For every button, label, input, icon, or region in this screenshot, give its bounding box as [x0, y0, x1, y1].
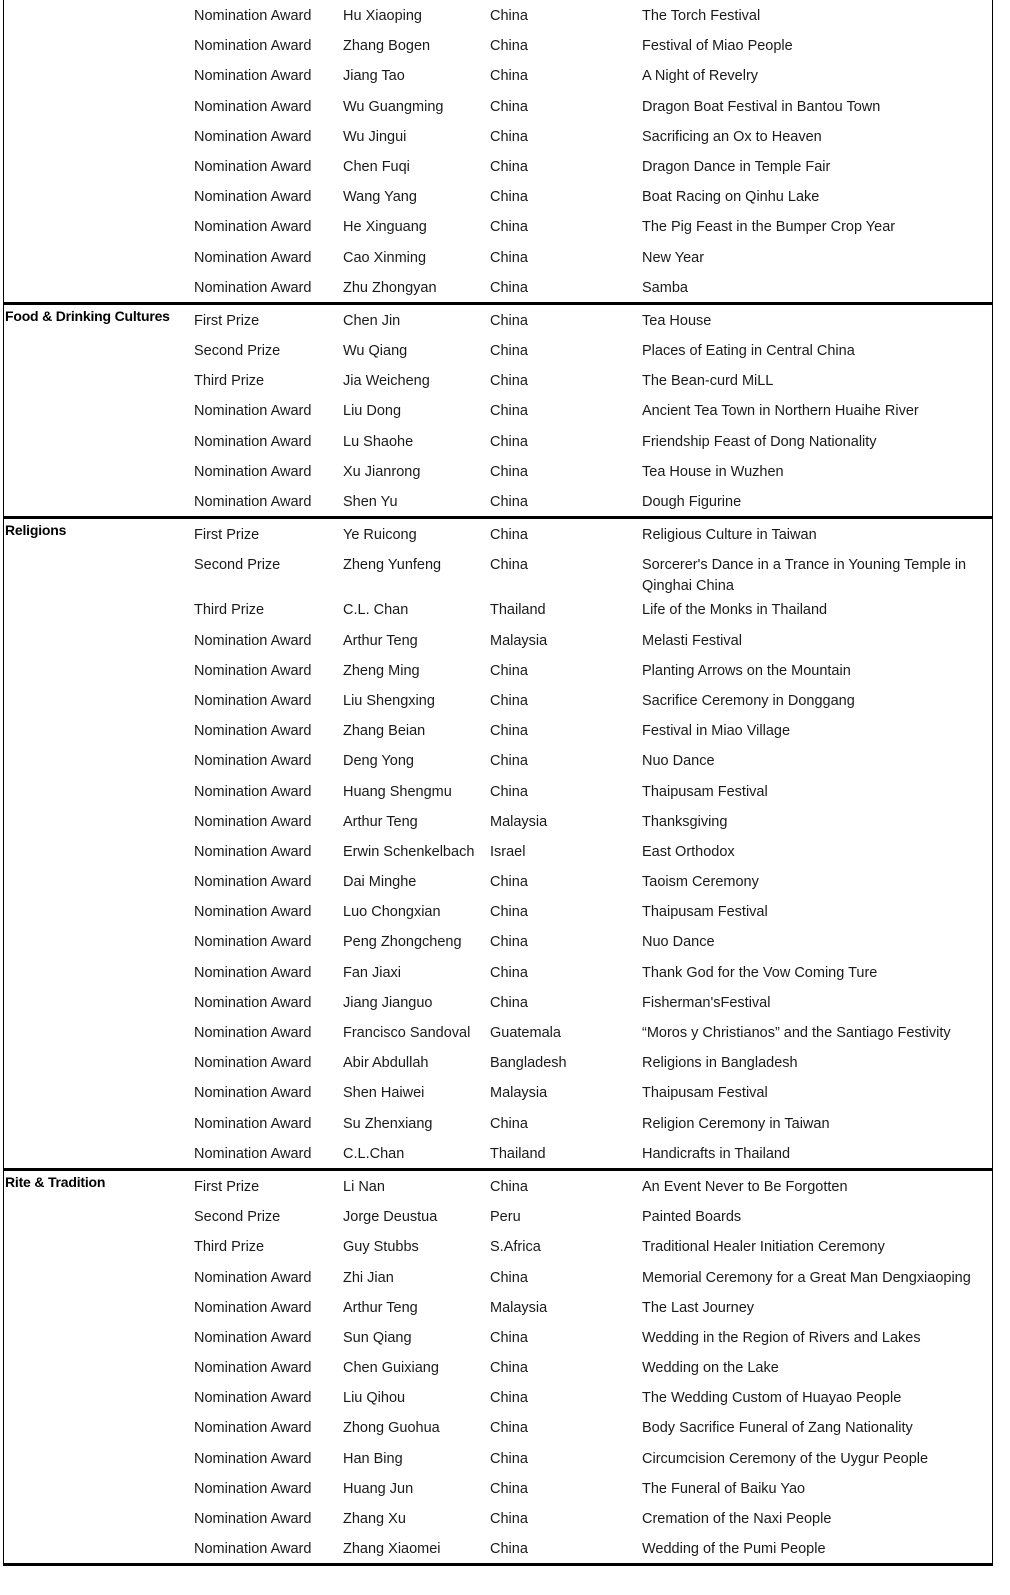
work-title-cell: Melasti Festival	[642, 632, 742, 649]
country-cell: China	[490, 189, 528, 206]
work-title-cell: Planting Arrows on the Mountain	[642, 662, 851, 679]
country-cell: China	[490, 373, 528, 390]
table-row	[4, 866, 992, 896]
country-cell: China	[490, 1450, 528, 1467]
table-row	[4, 836, 992, 866]
photographer-name-cell: Arthur Teng	[343, 632, 418, 649]
award-cell: Nomination Award	[194, 1025, 312, 1041]
table-row	[4, 30, 992, 60]
work-title-cell: Sacrifice Ceremony in Donggang	[642, 692, 855, 709]
photographer-name-cell: Peng Zhongcheng	[343, 934, 462, 951]
category-label: Religions	[5, 522, 67, 539]
award-cell: Second Prize	[194, 557, 281, 574]
photographer-name-cell: Chen Guixiang	[343, 1360, 439, 1377]
award-cell: Nomination Award	[194, 494, 312, 510]
table-row	[4, 776, 992, 806]
country-cell: China	[490, 964, 528, 981]
table-row	[4, 806, 992, 836]
country-cell: China	[490, 662, 528, 679]
photographer-name-cell: Sun Qiang	[343, 1329, 412, 1346]
country-cell: Malaysia	[490, 813, 548, 830]
work-title-cell: The Wedding Custom of Huayao People	[642, 1390, 902, 1407]
table-row	[4, 519, 992, 549]
work-title-cell: Religions in Bangladesh	[642, 1055, 798, 1072]
work-title-cell: East Orthodox	[642, 843, 735, 860]
work-title-cell: Nuo Dance	[642, 934, 715, 951]
photographer-name-cell: Huang Shengmu	[343, 783, 452, 800]
country-cell: China	[490, 934, 528, 951]
country-cell: China	[490, 38, 528, 55]
country-cell: China	[490, 249, 528, 266]
photographer-name-cell: Zhang Beian	[343, 723, 426, 740]
photographer-name-cell: Chen Fuqi	[343, 158, 410, 175]
country-cell: China	[490, 463, 528, 480]
work-title-cell: Wedding on the Lake	[642, 1360, 779, 1377]
photographer-name-cell: Chen Jin	[343, 312, 401, 329]
award-cell: Nomination Award	[194, 783, 312, 800]
table-row	[4, 211, 992, 241]
country-cell: China	[490, 98, 528, 115]
photographer-name-cell: Francisco Sandoval	[343, 1025, 471, 1041]
country-cell: China	[490, 1178, 528, 1195]
work-title-cell: Places of Eating in Central China	[642, 343, 855, 360]
award-cell: Nomination Award	[194, 433, 312, 450]
table-row	[4, 1077, 992, 1107]
table-row	[4, 594, 992, 624]
photographer-name-cell: C.L. Chan	[343, 602, 409, 619]
country-cell: China	[490, 343, 528, 360]
category-section	[4, 516, 992, 1168]
award-cell: Nomination Award	[194, 1450, 312, 1467]
photographer-name-cell: Arthur Teng	[343, 813, 418, 830]
work-title-cell: Nuo Dance	[642, 753, 715, 770]
award-cell: Nomination Award	[194, 1420, 312, 1437]
table-row	[4, 1138, 992, 1168]
award-cell: Nomination Award	[194, 98, 312, 115]
table-row	[4, 926, 992, 956]
photographer-name-cell: Zheng Ming	[343, 662, 420, 679]
work-title-cell: Wedding in the Region of Rivers and Lakes	[642, 1329, 921, 1346]
work-title-cell: Handicrafts in Thailand	[642, 1145, 791, 1162]
award-cell: Nomination Award	[194, 934, 312, 951]
award-cell: Nomination Award	[194, 753, 312, 770]
award-cell: Second Prize	[194, 343, 281, 360]
photographer-name-cell: Li Nan	[343, 1178, 385, 1195]
table-row	[4, 1503, 992, 1533]
work-title-cell: The Pig Feast in the Bumper Crop Year	[642, 219, 896, 236]
work-title-cell: Fisherman'sFestival	[642, 994, 771, 1011]
photographer-name-cell: Zhang Bogen	[343, 38, 431, 55]
award-cell: Nomination Award	[194, 964, 312, 981]
award-cell: First Prize	[194, 1178, 260, 1195]
country-cell: China	[490, 874, 528, 891]
work-title-cell: Friendship Feast of Dong Nationality	[642, 433, 877, 450]
award-cell: Nomination Award	[194, 1511, 312, 1527]
photographer-name-cell: Ye Ruicong	[343, 527, 417, 544]
photographer-name-cell: Abir Abdullah	[343, 1055, 429, 1072]
award-cell: Nomination Award	[194, 994, 312, 1011]
work-title-cell: Religious Culture in Taiwan	[642, 527, 817, 544]
award-cell: Third Prize	[194, 1239, 265, 1256]
table-row	[4, 486, 992, 516]
work-title-cell: Dough Figurine	[642, 494, 742, 510]
photographer-name-cell: Arthur Teng	[343, 1299, 418, 1316]
work-title-cell: The Funeral of Baiku Yao	[642, 1480, 806, 1497]
country-cell: Guatemala	[490, 1025, 561, 1041]
photographer-name-cell: Wu Jingui	[343, 128, 407, 145]
photographer-name-cell: Lu Shaohe	[343, 433, 414, 450]
award-cell: First Prize	[194, 312, 260, 329]
work-title-cell: Samba	[642, 279, 688, 296]
photographer-name-cell: Zhong Guohua	[343, 1420, 440, 1437]
award-cell: Third Prize	[194, 373, 265, 390]
table-row	[4, 1231, 992, 1261]
award-cell: Nomination Award	[194, 463, 312, 480]
award-cell: Nomination Award	[194, 128, 312, 145]
country-cell: China	[490, 158, 528, 175]
work-title-cell: Traditional Healer Initiation Ceremony	[642, 1239, 885, 1256]
award-cell: Nomination Award	[194, 68, 312, 85]
award-cell: Third Prize	[194, 602, 265, 619]
table-row	[4, 957, 992, 987]
country-cell: China	[490, 494, 528, 510]
award-cell: First Prize	[194, 527, 260, 544]
work-title-cell: Painted Boards	[642, 1209, 742, 1226]
country-cell: China	[490, 219, 528, 236]
work-title-cell: Tea House	[642, 312, 712, 329]
table-row	[4, 335, 992, 365]
table-row	[4, 1412, 992, 1442]
work-title-cell: Dragon Boat Festival in Bantou Town	[642, 98, 881, 115]
photographer-name-cell: Jorge Deustua	[343, 1209, 438, 1226]
award-cell: Nomination Award	[194, 1329, 312, 1346]
country-cell: S.Africa	[490, 1239, 541, 1256]
table-row	[4, 272, 992, 302]
country-cell: China	[490, 527, 528, 544]
award-cell: Nomination Award	[194, 158, 312, 175]
award-cell: Nomination Award	[194, 1299, 312, 1316]
work-title-cell: Cremation of the Naxi People	[642, 1511, 832, 1527]
work-title-cell: Sacrificing an Ox to Heaven	[642, 128, 822, 145]
work-title-cell: Festival of Miao People	[642, 38, 793, 55]
table-row	[4, 1322, 992, 1352]
work-title-cell: Dragon Dance in Temple Fair	[642, 158, 831, 175]
award-cell: Second Prize	[194, 1209, 281, 1226]
photographer-name-cell: He Xinguang	[343, 219, 427, 236]
country-cell: China	[490, 1115, 528, 1132]
table-row	[4, 60, 992, 90]
country-cell: Peru	[490, 1209, 521, 1226]
award-cell: Nomination Award	[194, 219, 312, 236]
country-cell: China	[490, 994, 528, 1011]
award-cell: Nomination Award	[194, 1085, 312, 1102]
country-cell: China	[490, 312, 528, 329]
country-cell: China	[490, 904, 528, 921]
work-title-cell: New Year	[642, 249, 705, 266]
award-cell: Nomination Award	[194, 38, 312, 55]
photographer-name-cell: Shen Yu	[343, 494, 398, 510]
category-label: Rite & Tradition	[5, 1173, 106, 1190]
table-row	[4, 655, 992, 685]
table-row	[4, 685, 992, 715]
award-cell: Nomination Award	[194, 723, 312, 740]
photographer-name-cell: Erwin Schenkelbach	[343, 843, 475, 860]
work-title-cell: The Bean-curd MiLL	[642, 373, 774, 390]
table-row	[4, 1352, 992, 1382]
work-title-cell: Thank God for the Vow Coming Ture	[642, 964, 878, 981]
table-row	[4, 1171, 992, 1201]
country-cell: China	[490, 68, 528, 85]
work-title-cell: “Moros y Christianos” and the Santiago Festivity	[642, 1025, 951, 1041]
award-cell: Nomination Award	[194, 632, 312, 649]
photographer-name-cell: Liu Dong	[343, 403, 402, 420]
table-row	[4, 181, 992, 211]
work-title-cell: Taoism Ceremony	[642, 874, 759, 891]
table-row	[4, 1443, 992, 1473]
work-title-cell: Thaipusam Festival	[642, 783, 768, 800]
country-cell: Israel	[490, 843, 526, 860]
work-title-cell: The Torch Festival	[642, 8, 761, 24]
work-title-cell: Life of the Monks in Thailand	[642, 602, 828, 619]
table-row	[4, 1047, 992, 1077]
photographer-name-cell: C.L.Chan	[343, 1145, 405, 1162]
table-row	[4, 1017, 992, 1047]
country-cell: China	[490, 1420, 528, 1437]
work-title-cell: Tea House in Wuzhen	[642, 463, 784, 480]
table-row	[4, 715, 992, 745]
work-title-cell: Boat Racing on Qinhu Lake	[642, 189, 820, 206]
work-title-cell: Ancient Tea Town in Northern Huaihe River	[642, 403, 919, 420]
table-row	[4, 365, 992, 395]
award-cell: Nomination Award	[194, 843, 312, 860]
award-cell: Nomination Award	[194, 813, 312, 830]
work-title-cell: Body Sacrifice Funeral of Zang Nationality	[642, 1420, 913, 1437]
award-cell: Nomination Award	[194, 279, 312, 296]
photographer-name-cell: Fan Jiaxi	[343, 964, 402, 981]
country-cell: China	[490, 403, 528, 420]
award-cell: Nomination Award	[194, 1145, 312, 1162]
photographer-name-cell: Zhang Xiaomei	[343, 1541, 441, 1558]
category-section	[4, 0, 992, 302]
table-row	[4, 1292, 992, 1322]
country-cell: China	[490, 8, 528, 24]
photographer-name-cell: Dai Minghe	[343, 874, 417, 891]
award-table	[3, 0, 993, 1566]
photographer-name-cell: Deng Yong	[343, 753, 414, 770]
photographer-name-cell: Shen Haiwei	[343, 1085, 425, 1102]
award-cell: Nomination Award	[194, 403, 312, 420]
photographer-name-cell: Jia Weicheng	[343, 373, 430, 390]
table-row	[4, 395, 992, 425]
photographer-name-cell: Wang Yang	[343, 189, 417, 206]
table-row	[4, 426, 992, 456]
table-row	[4, 1533, 992, 1563]
award-cell: Nomination Award	[194, 692, 312, 709]
award-cell: Nomination Award	[194, 1541, 312, 1558]
work-title-cell: Wedding of the Pumi People	[642, 1541, 826, 1558]
photographer-name-cell: Liu Shengxing	[343, 692, 435, 709]
table-row	[4, 1108, 992, 1138]
award-cell: Nomination Award	[194, 874, 312, 891]
award-cell: Nomination Award	[194, 1055, 312, 1072]
award-cell: Nomination Award	[194, 1115, 312, 1132]
work-title-cell: Festival in Miao Village	[642, 723, 791, 740]
table-row	[4, 1201, 992, 1231]
table-row	[4, 151, 992, 181]
table-row	[4, 1262, 992, 1292]
country-cell: Thailand	[490, 602, 546, 619]
country-cell: China	[490, 1390, 528, 1407]
photographer-name-cell: Xu Jianrong	[343, 463, 421, 480]
photographer-name-cell: Zhu Zhongyan	[343, 279, 437, 296]
category-label: Food & Drinking Cultures	[5, 307, 170, 324]
country-cell: China	[490, 128, 528, 145]
award-cell: Nomination Award	[194, 1390, 312, 1407]
category-section	[4, 1168, 992, 1563]
table-row	[4, 745, 992, 775]
country-cell: China	[490, 1329, 528, 1346]
table-row	[4, 91, 992, 121]
table-row	[4, 1473, 992, 1503]
table-row	[4, 456, 992, 486]
award-cell: Nomination Award	[194, 1269, 312, 1286]
photographer-name-cell: Wu Guangming	[343, 98, 444, 115]
table-row	[4, 0, 992, 30]
country-cell: Thailand	[490, 1145, 546, 1162]
work-title-cell: Thaipusam Festival	[642, 1085, 768, 1102]
country-cell: China	[490, 723, 528, 740]
work-title-cell: An Event Never to Be Forgotten	[642, 1178, 848, 1195]
award-cell: Nomination Award	[194, 904, 312, 921]
work-title-cell: Religion Ceremony in Taiwan	[642, 1115, 830, 1132]
country-cell: China	[490, 1360, 528, 1377]
photographer-name-cell: Guy Stubbs	[343, 1239, 419, 1256]
work-title-cell: Thanksgiving	[642, 813, 728, 830]
photographer-name-cell: Huang Jun	[343, 1480, 414, 1497]
country-cell: China	[490, 692, 528, 709]
table-row	[4, 1382, 992, 1412]
work-title-cell: Memorial Ceremony for a Great Man Dengxiaoping	[642, 1269, 971, 1286]
table-row	[4, 242, 992, 272]
table-row	[4, 121, 992, 151]
award-cell: Nomination Award	[194, 662, 312, 679]
photographer-name-cell: Zhang Xu	[343, 1511, 406, 1527]
photographer-name-cell: Hu Xiaoping	[343, 8, 422, 24]
country-cell: China	[490, 1269, 528, 1286]
country-cell: China	[490, 433, 528, 450]
award-cell: Nomination Award	[194, 1480, 312, 1497]
country-cell: China	[490, 1511, 528, 1527]
photographer-name-cell: Liu Qihou	[343, 1390, 406, 1407]
award-cell: Nomination Award	[194, 189, 312, 206]
country-cell: China	[490, 753, 528, 770]
work-title-cell: The Last Journey	[642, 1299, 755, 1316]
work-title-cell: A Night of Revelry	[642, 68, 759, 85]
photographer-name-cell: Jiang Jianguo	[343, 994, 433, 1011]
photographer-name-cell: Zheng Yunfeng	[343, 557, 442, 574]
work-title-cell: Thaipusam Festival	[642, 904, 768, 921]
table-row	[4, 305, 992, 335]
photographer-name-cell: Han Bing	[343, 1450, 403, 1467]
country-cell: Bangladesh	[490, 1055, 567, 1072]
work-title-cell: Circumcision Ceremony of the Uygur People	[642, 1450, 929, 1467]
table-row	[4, 625, 992, 655]
work-title-cell: Sorcerer's Dance in a Trance in Youning Temple in Qinghai China	[642, 557, 967, 595]
table-row	[4, 549, 992, 594]
award-cell: Nomination Award	[194, 249, 312, 266]
table-row	[4, 896, 992, 926]
table-row	[4, 987, 992, 1017]
photographer-name-cell: Su Zhenxiang	[343, 1115, 433, 1132]
photographer-name-cell: Luo Chongxian	[343, 904, 441, 921]
photographer-name-cell: Cao Xinming	[343, 249, 427, 266]
country-cell: China	[490, 783, 528, 800]
photographer-name-cell: Zhi Jian	[343, 1269, 394, 1286]
photographer-name-cell: Jiang Tao	[343, 68, 405, 85]
country-cell: Malaysia	[490, 632, 548, 649]
award-cell: Nomination Award	[194, 8, 312, 24]
country-cell: Malaysia	[490, 1299, 548, 1316]
country-cell: Malaysia	[490, 1085, 548, 1102]
country-cell: China	[490, 557, 528, 574]
country-cell: China	[490, 1541, 528, 1558]
category-section	[4, 302, 992, 516]
award-cell: Nomination Award	[194, 1360, 312, 1377]
country-cell: China	[490, 1480, 528, 1497]
photographer-name-cell: Wu Qiang	[343, 343, 408, 360]
country-cell: China	[490, 279, 528, 296]
